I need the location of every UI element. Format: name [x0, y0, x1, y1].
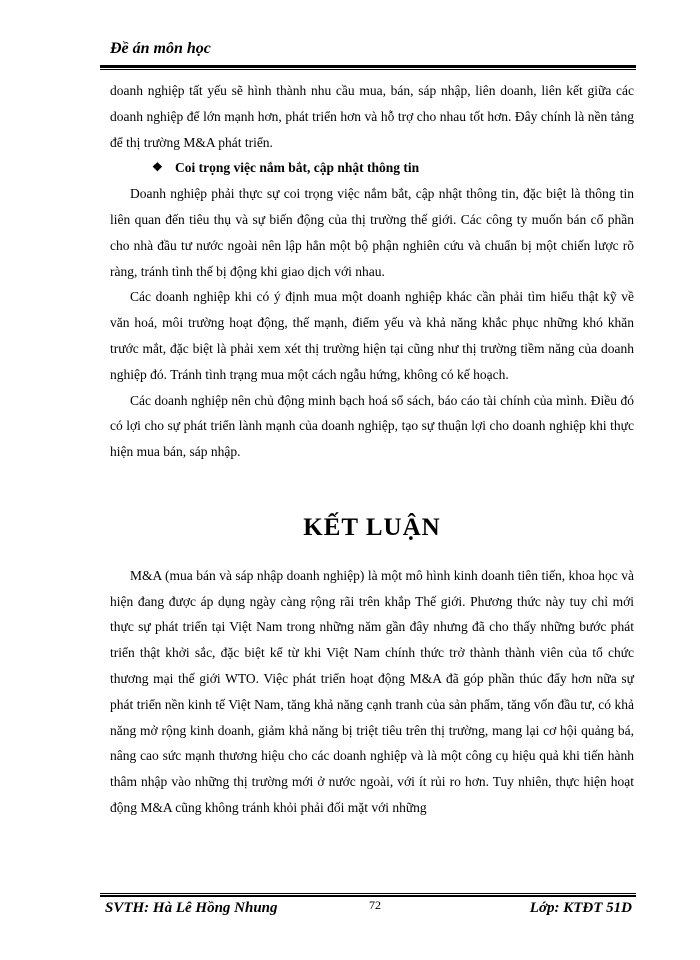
footer-rule: [100, 893, 636, 897]
header-title: Đề án môn học: [110, 40, 211, 57]
document-body: [110, 78, 634, 821]
footer-class: Lớp: KTĐT 51D: [529, 900, 632, 916]
page-number: 72: [369, 898, 381, 912]
paragraph-5: M&A (mua bán và sáp nhập doanh nghiệp) là một mô hình kinh doanh tiên tiến, khoa học và hiện đang được áp dụng ngày càng rộng rãi trên khắp Thế giới. Phương thức này tuy chỉ mới thực sự phát triển tại Việt Nam trong những năm gần đây nhưng đã cho thấy những bước phát triển thật khởi sắc, đặc biệt kể từ khi Việt Nam chính thức trở thành thành viên của tổ chức thương mại thế giới WTO. Việc phát triển hoạt động M&A đã góp phần thúc đẩy hơn nữa sự phát triển nền kinh tế Việt Nam, tăng khả năng cạnh tranh của sản phẩm, tăng vốn đầu tư, có khả năng mở rộng kinh doanh, giảm khả năng bị triệt tiêu trên thị trường, mang lại cơ hội quảng bá, nâng cao sức mạnh thương hiệu cho các doanh nghiệp và là một công cụ hiệu quả khi tiến hành thâm nhập vào những thị trường mới ở nước ngoài, với ít rủi ro hơn. Tuy nhiên, thực hiện hoạt động M&A cũng không tránh khỏi phải đối mặt với những: [110, 567, 634, 815]
paragraph-1: doanh nghiệp tất yếu sẽ hình thành nhu cầu mua, bán, sáp nhập, liên doanh, liên kết giữa các doanh nghiệp để lớn mạnh hơn, phát triển hơn và hỗ trợ cho nhau tốt hơn. Đây chính là nền tảng để thị trường M&A phát triển.: [110, 83, 634, 150]
paragraph-4: Các doanh nghiệp nên chủ động minh bạch hoá sổ sách, báo cáo tài chính của mình. Điều đó có lợi cho sự phát triển lành mạnh của doanh nghiệp, tạo sự thuận lợi cho doanh nghiệp khi thực hiện mua bán, sáp nhập.: [110, 392, 634, 460]
conclusion-title: KẾT LUẬN: [303, 513, 441, 541]
diamond-bullet-icon: ❖: [152, 160, 163, 175]
paragraph-2: Doanh nghiệp phải thực sự coi trọng việc nắm bắt, cập nhật thông tin, đặc biệt là thông tin liên quan đến tiêu thụ và sự biến động của thị trường thế giới. Các công ty muốn bán cổ phần cho nhà đầu tư nước ngoài nên lập hẳn một bộ phận nghiên cứu và chuẩn bị một chiến lược rõ ràng, tránh tình thế bị động khi giao dịch với nhau.: [110, 186, 634, 279]
footer-author: SVTH: Hà Lê Hồng Nhung: [105, 900, 278, 916]
header-rule: [100, 65, 636, 70]
paragraph-3: Các doanh nghiệp khi có ý định mua một doanh nghiệp khác cần phải tìm hiểu thật kỹ về văn hoá, môi trường hoạt động, thế mạnh, điểm yếu và khả năng khắc phục những khó khăn trước mắt, đặc biệt là phải xem xét thị trường hiện tại cũng như thị trường tiềm năng của doanh nghiệp đó. Tránh tình trạng mua một cách ngẫu hứng, không có kế hoạch.: [110, 289, 634, 382]
section-heading: [110, 155, 634, 181]
section-heading-text: Coi trọng việc nắm bắt, cập nhật thông tin: [175, 160, 420, 176]
